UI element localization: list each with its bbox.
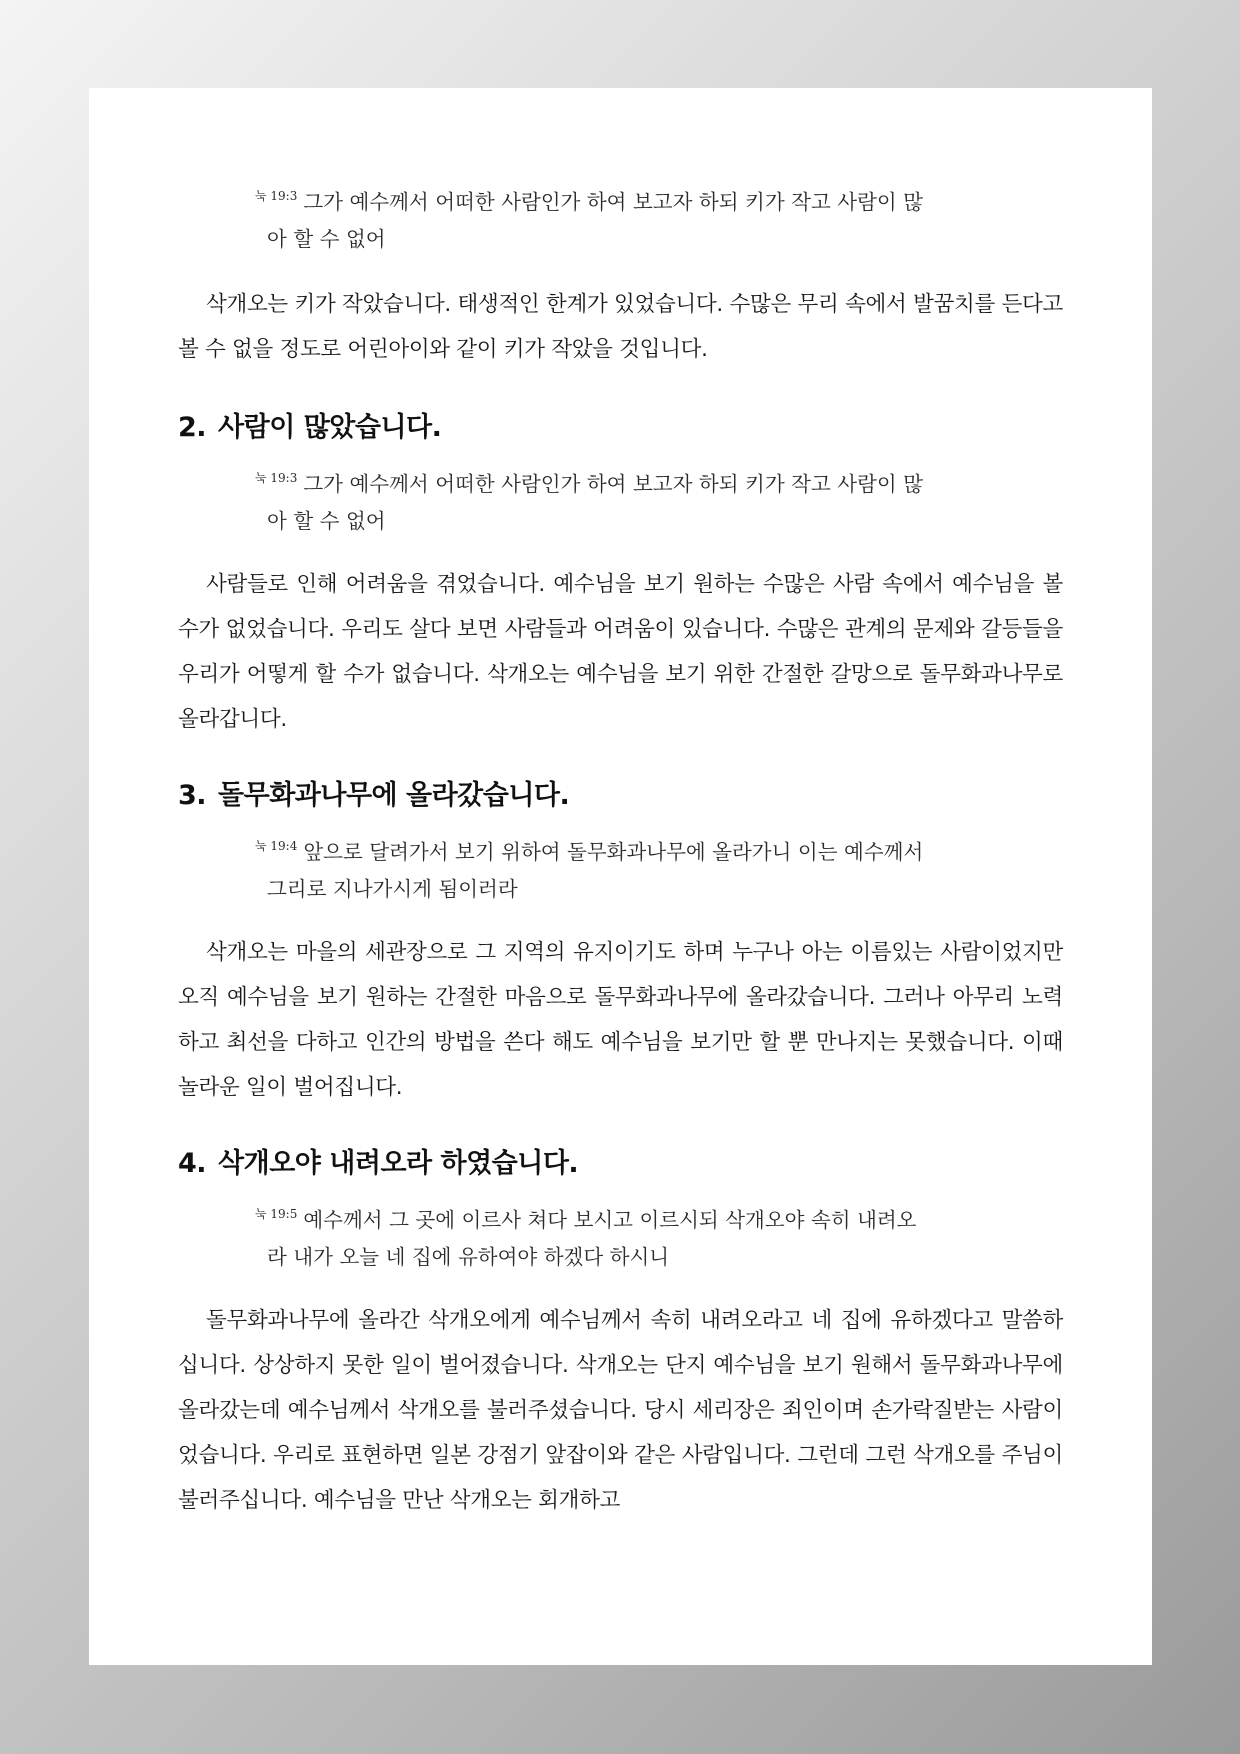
verse-line: 그가 예수께서 어떠한 사람인가 하여 보고자 하되 키가 작고 사람이 많	[303, 190, 924, 214]
verse-quote	[178, 828, 995, 908]
verse-quote	[178, 460, 995, 540]
section-number: 2.	[178, 412, 207, 443]
verse-line: 라 내가 오늘 네 집에 유하여야 하겠다 하시니	[267, 1245, 670, 1269]
document-page	[89, 88, 1152, 1665]
verse-quote	[178, 1196, 995, 1276]
verse-reference: 눅 19:4	[255, 839, 298, 853]
section-title: 사람이 많았습니다.	[218, 412, 442, 443]
verse-reference: 눅 19:3	[255, 471, 298, 485]
paragraph: 돌무화과나무에 올라간 삭개오에게 예수님께서 속히 내려오라고 네 집에 유하겠다고 말씀하십니다. 상상하지 못한 일이 벌어졌습니다. 삭개오는 단지 예수님을 보기 원해서 돌무화과나무에 올라갔는데 예수님께서 삭개오를 불러주셨습니다. 당시 세리장은 죄인이며 손가락질받는 사람이었습니다. 우리로 표현하면 일본 강점기 앞잡이와 같은 사람입니다. 그런데 그런 삭개오를 주님이 불러주십니다. 예수님을 만난 삭개오는 회개하고	[178, 1308, 1063, 1513]
verse-line: 그가 예수께서 어떠한 사람인가 하여 보고자 하되 키가 작고 사람이 많	[303, 472, 924, 496]
section-heading	[178, 776, 1063, 816]
verse-line: 그리로 지나가시게 됨이러라	[267, 877, 518, 901]
verse-line: 예수께서 그 곳에 이르사 쳐다 보시고 이르시되 삭개오야 속히 내려오	[303, 1208, 917, 1232]
paragraph: 삭개오는 키가 작았습니다. 태생적인 한계가 있었습니다. 수많은 무리 속에서 발꿈치를 든다고 볼 수 없을 정도로 어린아이와 같이 키가 작았을 것입니다.	[178, 292, 1063, 362]
paragraph: 삭개오는 마을의 세관장으로 그 지역의 유지이기도 하며 누구나 아는 이름있는 사람이었지만 오직 예수님을 보기 원하는 간절한 마음으로 돌무화과나무에 올라갔습니다. 그러나 아무리 노력하고 최선을 다하고 인간의 방법을 쓴다 해도 예수님을 보기만 할 뿐 만나지는 못했습니다. 이때 놀라운 일이 벌어집니다.	[178, 940, 1063, 1100]
verse-quote	[178, 178, 995, 258]
section-title: 삭개오야 내려오라 하였습니다.	[218, 1148, 579, 1179]
verse-reference: 눅 19:5	[255, 1207, 298, 1221]
page-content	[178, 168, 1063, 1523]
section-title: 돌무화과나무에 올라갔습니다.	[218, 780, 570, 811]
section-number: 4.	[178, 1148, 207, 1179]
verse-line: 앞으로 달려가서 보기 위하여 돌무화과나무에 올라가니 이는 예수께서	[303, 840, 924, 864]
section-heading	[178, 1144, 1063, 1184]
verse-reference: 눅 19:3	[255, 189, 298, 203]
section-number: 3.	[178, 780, 207, 811]
verse-line: 아 할 수 없어	[267, 227, 386, 251]
paragraph: 사람들로 인해 어려움을 겪었습니다. 예수님을 보기 원하는 수많은 사람 속에서 예수님을 볼 수가 없었습니다. 우리도 살다 보면 사람들과 어려움이 있습니다. 수많은 관계의 문제와 갈등들을 우리가 어떻게 할 수가 없습니다. 삭개오는 예수님을 보기 위한 간절한 갈망으로 돌무화과나무로 올라갑니다.	[178, 572, 1063, 732]
verse-line: 아 할 수 없어	[267, 509, 386, 533]
section-heading	[178, 408, 1063, 448]
